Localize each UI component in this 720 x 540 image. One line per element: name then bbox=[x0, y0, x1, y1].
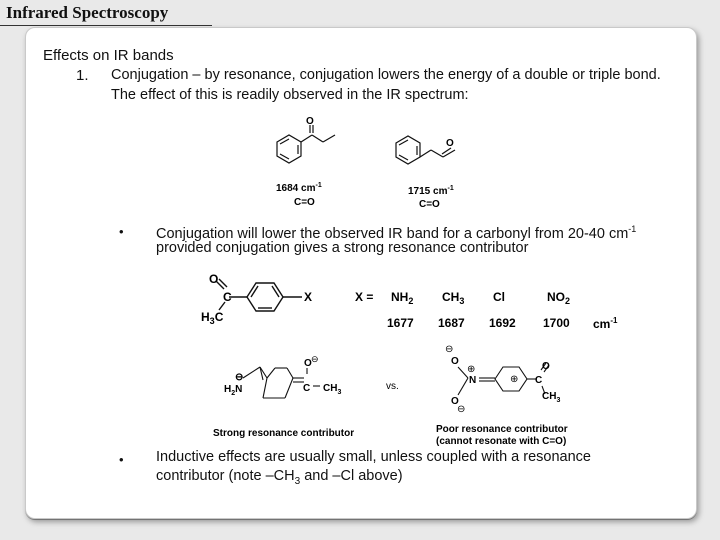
bullet2-line2-post: and –Cl above) bbox=[300, 468, 403, 484]
caption-poor-2: (cannot resonate with C=O) bbox=[436, 436, 567, 447]
carbonyl-frequency-value: 1677 bbox=[387, 316, 414, 330]
nitro-nitrogen: N bbox=[469, 375, 477, 386]
bullet2-line1: Inductive effects are usually small, unless coupled with a resonance bbox=[156, 449, 591, 465]
caption-poor-1: Poor resonance contributor bbox=[436, 424, 568, 435]
freq-right-sup: -1 bbox=[447, 185, 454, 192]
nitro-top-minus: ⊖ bbox=[445, 344, 454, 355]
amine-h: H bbox=[224, 384, 232, 395]
left-methyl-sub: 3 bbox=[337, 389, 342, 396]
methyl-sub: 3 bbox=[209, 316, 215, 326]
right-methyl-sub: 3 bbox=[556, 397, 561, 404]
right-carbonyl-carbon: C bbox=[535, 375, 543, 386]
freq-right: 1715 cm bbox=[408, 186, 448, 197]
svg-text:1684 cm-1 bbox=[276, 182, 322, 194]
substituent-label bbox=[391, 290, 413, 306]
item1-line2: The effect of this is readily observed in the IR spectrum: bbox=[111, 87, 469, 103]
nitro-plus: ⊕ bbox=[467, 364, 476, 375]
substituent-label-text: NO bbox=[547, 290, 565, 304]
freq-left: 1684 cm bbox=[276, 183, 316, 194]
enolate-oxygen: O bbox=[304, 358, 312, 369]
substituent-label bbox=[442, 290, 464, 306]
bullet1-line2: provided conjugation gives a strong resonance contributor bbox=[156, 240, 529, 256]
nitro-oxygen-bottom: O bbox=[451, 396, 459, 407]
svg-text:H3C bbox=[201, 310, 224, 326]
amine-n: N bbox=[235, 384, 243, 395]
unit-label: cm bbox=[593, 317, 611, 331]
svg-text:H2N bbox=[224, 384, 242, 397]
bullet1-line1-sup: -1 bbox=[628, 224, 637, 234]
substituent-label-text: NH bbox=[391, 290, 409, 304]
svg-text:CH3 bbox=[323, 383, 341, 396]
figure-resonance-comparison bbox=[205, 340, 605, 450]
bond-right: C=O bbox=[419, 199, 440, 210]
svg-text:1715 cm-1 bbox=[408, 185, 454, 197]
unit-sup: -1 bbox=[610, 316, 618, 325]
carbonyl-frequency-value: 1700 bbox=[543, 316, 570, 330]
item-number: 1. bbox=[76, 67, 89, 84]
substituent-label bbox=[493, 290, 505, 304]
substituent-label-sub: 2 bbox=[408, 296, 414, 306]
carbonyl-carbon: C bbox=[223, 290, 232, 304]
caption-strong: Strong resonance contributor bbox=[213, 428, 355, 439]
ketone-right-oxygen: O bbox=[446, 138, 454, 149]
right-carbonyl-oxygen: O bbox=[542, 361, 550, 372]
nitro-oxygen-top: O bbox=[451, 356, 459, 367]
carbonyl-frequency-value: 1687 bbox=[438, 316, 465, 330]
figure-para-substituted-acetophenone bbox=[195, 270, 635, 332]
enolate-minus: ⊖ bbox=[311, 354, 319, 364]
bullet2-line2-sub: 3 bbox=[294, 475, 301, 487]
vs-label: vs. bbox=[386, 381, 399, 392]
svg-text:CH3 bbox=[542, 391, 560, 404]
bullet2-line2 bbox=[156, 467, 403, 491]
substituent-label-sub: 3 bbox=[459, 296, 465, 306]
ketone-left-oxygen: O bbox=[306, 116, 314, 127]
carbonyl-frequency-value: 1692 bbox=[489, 316, 516, 330]
section-heading: Effects on IR bands bbox=[43, 47, 174, 64]
substituent-label-text: Cl bbox=[493, 290, 505, 304]
substituent-label bbox=[547, 290, 570, 306]
bullet1-line1-text: Conjugation will lower the observed IR band for a carbonyl from 20-40 cm bbox=[156, 225, 629, 242]
substituent-label-sub: 2 bbox=[565, 296, 571, 306]
methyl-c: C bbox=[214, 310, 224, 324]
carbonyl-oxygen: O bbox=[209, 272, 219, 286]
substituent-table bbox=[387, 290, 570, 330]
substituent-x: X bbox=[304, 290, 313, 304]
item1-line1: Conjugation – by resonance, conjugation lowers the energy of a double or triple bond. bbox=[111, 67, 661, 83]
ring-plus: ⊕ bbox=[510, 374, 519, 385]
amine-sub: 2 bbox=[231, 390, 236, 397]
figure-conjugated-ketones bbox=[255, 110, 495, 212]
right-methyl: CH bbox=[542, 391, 557, 402]
slide-title: Infrared Spectroscopy bbox=[6, 3, 169, 22]
x-equals-label: X = bbox=[355, 290, 374, 304]
bond-left: C=O bbox=[294, 197, 315, 208]
bullet-mark-1: • bbox=[119, 224, 124, 239]
left-methyl: CH bbox=[323, 383, 338, 394]
bullet2-line2-pre: contributor (note –CH bbox=[156, 468, 295, 484]
nitro-bottom-minus: ⊖ bbox=[457, 404, 466, 415]
svg-text:cm-1 bbox=[593, 316, 618, 331]
bullet-mark-2: • bbox=[119, 452, 124, 467]
title-underline bbox=[0, 25, 212, 26]
amine-minus: ⊖ bbox=[235, 372, 244, 383]
enolate-carbon: C bbox=[303, 383, 311, 394]
freq-left-sup: -1 bbox=[315, 182, 322, 189]
substituent-label-text: CH bbox=[442, 290, 460, 304]
methyl-h: H bbox=[201, 310, 210, 324]
